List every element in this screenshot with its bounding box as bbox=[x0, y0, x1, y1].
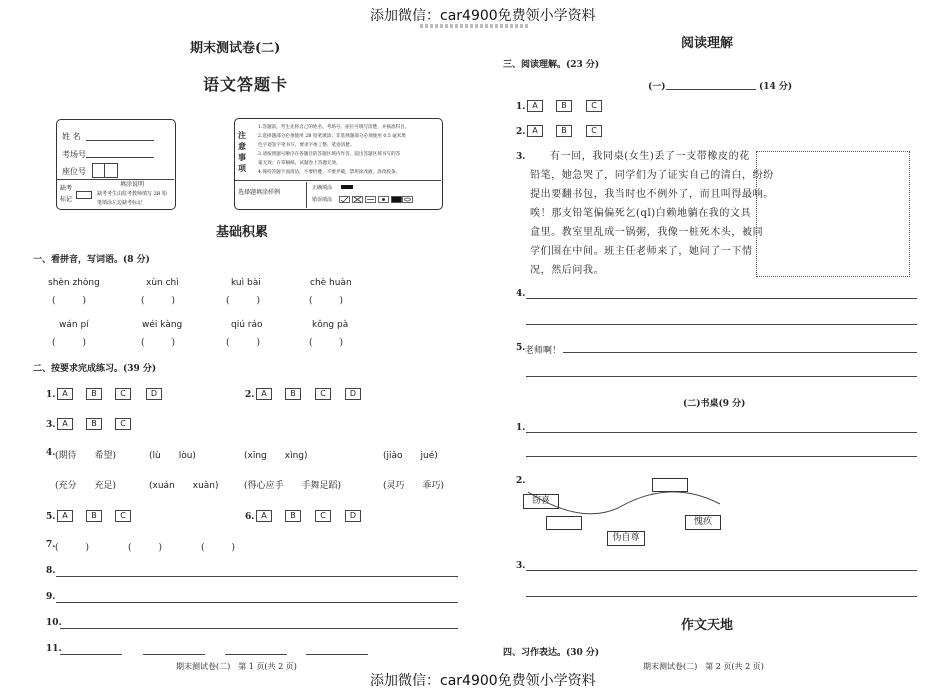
mark-label: 标记 bbox=[60, 196, 73, 203]
q4-choice[interactable]: (xīng xìng) bbox=[244, 451, 308, 461]
option-b[interactable]: B bbox=[285, 510, 301, 522]
answer-paren[interactable]: ( ) bbox=[55, 543, 90, 553]
q-number: 3. bbox=[516, 152, 526, 162]
missing-mark-box[interactable] bbox=[76, 191, 92, 199]
sample-divider bbox=[306, 182, 307, 208]
notice-title: 注意事项 bbox=[238, 130, 246, 173]
q4-choice[interactable]: (lù lòu) bbox=[149, 451, 196, 461]
section-basic: 基础积累 bbox=[216, 225, 269, 240]
fill-title: 填涂说明 bbox=[120, 181, 145, 188]
seat-label: 座位号 bbox=[62, 167, 86, 176]
option-c[interactable]: C bbox=[115, 510, 131, 522]
page-footer-1: 期末测试卷(二) 第 1 页(共 2 页) bbox=[176, 662, 297, 671]
option-d[interactable]: D bbox=[345, 510, 361, 522]
option-d[interactable]: D bbox=[345, 388, 361, 400]
q-number: 1. bbox=[516, 102, 526, 112]
q4-choice[interactable]: (期待 希望) bbox=[55, 451, 117, 461]
pinyin-item: shèn zhòng bbox=[48, 278, 100, 288]
part1-title: (一) bbox=[648, 82, 666, 92]
answer-line[interactable] bbox=[526, 324, 917, 325]
q3-title: 三、阅读理解。(23 分) bbox=[503, 60, 600, 70]
option-a[interactable]: A bbox=[256, 510, 272, 522]
passage-line: 唉！那支铅笔偏偏死乞(qǐ)白赖地躺在我的文具 bbox=[530, 208, 752, 219]
notice-line: 3.请按照题号顺序在各题目的答题区域内作答，超出答题区域书写的答 bbox=[258, 152, 401, 157]
page-footer-2: 期末测试卷(二) 第 2 页(共 2 页) bbox=[643, 662, 764, 671]
answer-line[interactable] bbox=[143, 654, 205, 655]
notice-line: 4.保持答题卡面清洁，不要折叠，不要弄破，禁用涂改液，涂改胶条。 bbox=[258, 170, 401, 175]
answer-line[interactable] bbox=[526, 298, 917, 299]
q-number: 4. bbox=[46, 448, 56, 458]
pinyin-item: qiú ráo bbox=[231, 320, 263, 330]
q2-title: 二、按要求完成练习。(39 分) bbox=[33, 364, 157, 374]
option-c[interactable]: C bbox=[315, 388, 331, 400]
q4-choice[interactable]: (灵巧 乖巧) bbox=[383, 481, 445, 491]
notice-lines bbox=[258, 123, 409, 177]
q-number: 3. bbox=[516, 561, 526, 571]
seat-field[interactable] bbox=[92, 163, 118, 178]
section-writing: 作文天地 bbox=[681, 618, 734, 633]
notice-line: 1.答题前，考生先将自己的姓名、考场号、座位号填写清楚，并核准科目。 bbox=[258, 125, 410, 130]
option-b[interactable]: B bbox=[86, 510, 102, 522]
q-number: 2. bbox=[245, 390, 255, 400]
q-number: 2. bbox=[516, 127, 526, 137]
part1-score: (14 分) bbox=[759, 82, 793, 92]
notice-divider bbox=[235, 180, 441, 181]
answer-line[interactable] bbox=[526, 596, 917, 597]
answer-line[interactable] bbox=[526, 570, 917, 571]
q-number: 6. bbox=[245, 512, 255, 522]
wrong-label: 错误填涂 bbox=[312, 197, 333, 203]
q1-title: 一、看拼音，写词语。(8 分) bbox=[33, 255, 150, 265]
answer-line[interactable] bbox=[526, 456, 917, 457]
watermark-top: 添加微信：car4900免费领小学资料 bbox=[370, 8, 596, 24]
name-field[interactable] bbox=[86, 140, 154, 141]
answer-paren[interactable]: ( ) bbox=[226, 338, 261, 348]
answer-line[interactable] bbox=[526, 432, 917, 433]
part2-title: (二)书桌(9 分) bbox=[683, 399, 746, 409]
q4-choice[interactable]: (jiǎo jué) bbox=[383, 451, 438, 461]
passage-line: 铅笔，她急哭了，同学们为了证实自己的清白，纷纷 bbox=[530, 170, 774, 181]
answer-paren[interactable]: ( ) bbox=[309, 338, 344, 348]
pinyin-item: xùn chì bbox=[146, 278, 179, 288]
part1-title-line[interactable] bbox=[666, 89, 756, 90]
option-d[interactable]: D bbox=[146, 388, 162, 400]
pinyin-item: chè huàn bbox=[310, 278, 352, 288]
option-a[interactable]: A bbox=[256, 388, 272, 400]
option-b[interactable]: B bbox=[86, 388, 102, 400]
answer-line[interactable] bbox=[56, 602, 458, 603]
q-number: 8. bbox=[46, 566, 56, 576]
correct-fill-sample bbox=[341, 185, 353, 189]
q-number: 2. bbox=[516, 476, 526, 486]
fill-desc-1: 缺考考生由监考教师填写 2B 铅 bbox=[97, 191, 168, 197]
answer-paren[interactable]: ( ) bbox=[128, 543, 163, 553]
drawing-box[interactable] bbox=[756, 151, 910, 277]
notice-line: 色字迹签字笔书写，要求字体工整、笔迹清楚。 bbox=[258, 143, 355, 148]
diagram-label: 伪自尊 bbox=[607, 531, 645, 546]
q-number: 5. bbox=[46, 512, 56, 522]
notice-line: 2.选择题部分必须使用 2B 铅笔填涂；非选择题部分必须使用 0.5 毫米黑 bbox=[258, 134, 406, 139]
option-b[interactable]: B bbox=[556, 125, 572, 137]
option-c[interactable]: C bbox=[586, 100, 602, 112]
diagram-label: 愧疚 bbox=[685, 515, 721, 530]
card-title: 语文答题卡 bbox=[203, 75, 289, 94]
correct-label: 正确填涂 bbox=[312, 185, 333, 191]
q-number: 4. bbox=[516, 289, 526, 299]
q-number: 5. bbox=[516, 343, 526, 353]
passage-line: 有一回，我同桌(女生)丢了一支带橡皮的花 bbox=[550, 151, 750, 162]
answer-paren[interactable]: ( ) bbox=[309, 296, 344, 306]
q5-prefix: 老师啊！ bbox=[525, 346, 562, 356]
answer-line[interactable] bbox=[60, 654, 122, 655]
pinyin-item: kuì bài bbox=[231, 278, 261, 288]
q4-title: 四、习作表达。(30 分) bbox=[503, 648, 600, 658]
option-c[interactable]: C bbox=[586, 125, 602, 137]
answer-paren[interactable]: ( ) bbox=[52, 296, 87, 306]
q-number: 3. bbox=[46, 420, 56, 430]
option-a[interactable]: A bbox=[57, 510, 73, 522]
q-number: 7. bbox=[46, 540, 56, 550]
answer-line[interactable] bbox=[56, 576, 458, 577]
answer-line[interactable] bbox=[225, 654, 287, 655]
fill-desc-2: 笔填涂左边缺考标记 bbox=[97, 200, 143, 206]
passage-line: 学们围在中间。班主任老师来了，她问了一下情 bbox=[530, 246, 753, 257]
q-number: 10. bbox=[46, 618, 62, 628]
q-number: 11. bbox=[46, 644, 62, 654]
option-a[interactable]: A bbox=[527, 125, 543, 137]
answer-line[interactable] bbox=[563, 352, 917, 353]
missing-label: 缺考 bbox=[60, 185, 73, 192]
passage-line: 况，然后问我。 bbox=[530, 265, 605, 276]
answer-line[interactable] bbox=[526, 376, 917, 377]
notice-line: 案无效；在草稿纸、试题卷上答题无效。 bbox=[258, 161, 341, 166]
answer-line[interactable] bbox=[306, 654, 368, 655]
passage-line: 提出要翻书包，我当时也不例外了，而且叫得最响。 bbox=[530, 189, 774, 200]
q4-choice[interactable]: (充分 充足) bbox=[55, 481, 117, 491]
name-label: 姓 名 bbox=[62, 132, 81, 141]
faint-text-strip bbox=[420, 24, 530, 28]
q4-choice[interactable]: (xuán xuàn) bbox=[149, 481, 219, 491]
answer-paren[interactable]: ( ) bbox=[141, 338, 176, 348]
sample-label: 选择题填涂样例 bbox=[238, 189, 281, 196]
room-label: 考场号 bbox=[62, 150, 86, 159]
pinyin-item: wán pí bbox=[59, 320, 89, 330]
q-number: 9. bbox=[46, 592, 56, 602]
exam-title: 期末测试卷(二) bbox=[190, 41, 281, 56]
section-reading: 阅读理解 bbox=[681, 36, 734, 51]
option-c[interactable]: C bbox=[315, 510, 331, 522]
option-b[interactable]: B bbox=[86, 418, 102, 430]
option-b[interactable]: B bbox=[285, 388, 301, 400]
option-c[interactable]: C bbox=[115, 418, 131, 430]
answer-line[interactable] bbox=[60, 628, 458, 629]
pinyin-item: kǒng pà bbox=[312, 320, 349, 330]
info-divider bbox=[57, 179, 174, 180]
option-a[interactable]: A bbox=[57, 418, 73, 430]
option-b[interactable]: B bbox=[556, 100, 572, 112]
option-a[interactable]: A bbox=[527, 100, 543, 112]
answer-paren[interactable]: ( ) bbox=[52, 338, 87, 348]
answer-paren[interactable]: ( ) bbox=[141, 296, 176, 306]
diagram-blank[interactable] bbox=[652, 478, 688, 492]
option-a[interactable]: A bbox=[57, 388, 73, 400]
diagram-blank[interactable] bbox=[546, 516, 582, 530]
answer-paren[interactable]: ( ) bbox=[226, 296, 261, 306]
diagram-label: 窃喜 bbox=[523, 494, 559, 509]
option-c[interactable]: C bbox=[115, 388, 131, 400]
watermark-bottom: 添加微信：car4900免费领小学资料 bbox=[370, 673, 596, 689]
room-field[interactable] bbox=[86, 157, 154, 158]
pinyin-item: wéi kàng bbox=[142, 320, 183, 330]
answer-paren[interactable]: ( ) bbox=[201, 543, 236, 553]
q-number: 1. bbox=[46, 390, 56, 400]
q4-choice[interactable]: (得心应手 手舞足蹈) bbox=[244, 481, 342, 491]
passage-line: 盒里。教室里乱成一锅粥，我像一桩死木头，被同 bbox=[530, 227, 764, 238]
q-number: 1. bbox=[516, 423, 526, 433]
wrong-fill-samples bbox=[339, 196, 413, 204]
